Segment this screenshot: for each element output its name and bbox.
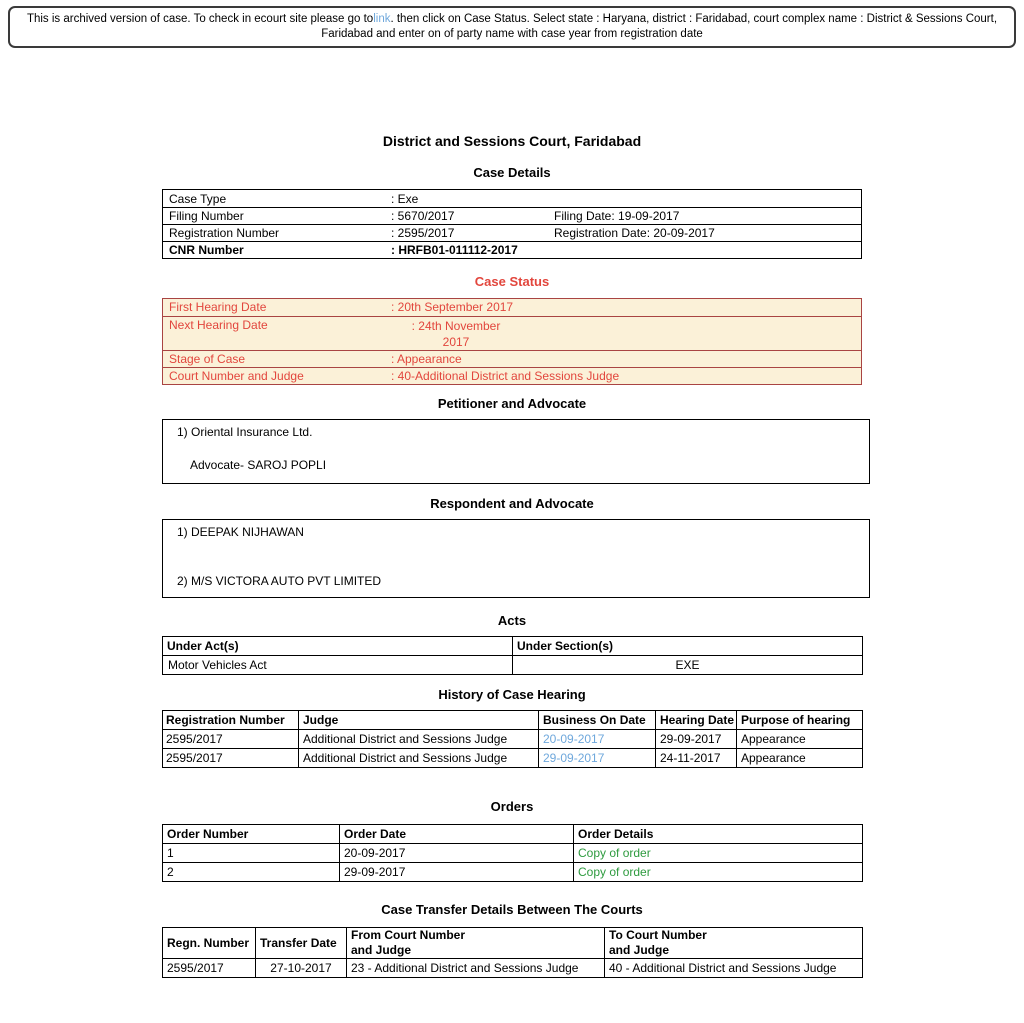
- acts-table: [162, 636, 863, 675]
- court-number-judge-label: Court Number and Judge: [169, 369, 304, 383]
- registration-number-row: [163, 224, 861, 241]
- first-hearing-date-value: : 20th September 2017: [391, 300, 514, 314]
- stage-of-case-label: Stage of Case: [169, 352, 246, 366]
- page-title: District and Sessions Court, Faridabad: [382, 133, 642, 149]
- under-acts-header: Under Act(s): [163, 637, 513, 656]
- history-row: [163, 749, 863, 768]
- first-hearing-date-row: [163, 299, 861, 316]
- case-type-label: Case Type: [169, 191, 227, 206]
- history-regn: 2595/2017: [163, 749, 299, 768]
- next-hearing-date-value: : 24th November 2017: [411, 319, 501, 349]
- petitioner-advocate: Advocate- SAROJ POPLI: [190, 458, 327, 472]
- transfer-date-header: Transfer Date: [256, 928, 347, 959]
- under-sections-header: Under Section(s): [513, 637, 863, 656]
- order-number: 2: [163, 863, 340, 882]
- registration-number-value: : 2595/2017: [391, 226, 455, 240]
- transfer-regn-header: Regn. Number: [163, 928, 256, 959]
- history-purpose: Appearance: [737, 730, 863, 749]
- acts-heading: Acts: [497, 613, 527, 628]
- transfer-from-header: From Court Number and Judge: [347, 928, 605, 959]
- case-status-heading: Case Status: [474, 274, 550, 289]
- transfer-date: 27-10-2017: [256, 959, 347, 978]
- history-regn-header: Registration Number: [163, 711, 299, 730]
- history-judge-header: Judge: [299, 711, 539, 730]
- history-hearing-date-header: Hearing Date: [656, 711, 737, 730]
- history-table: [162, 710, 863, 768]
- filing-number-value: : 5670/2017: [391, 209, 455, 223]
- section-name: EXE: [513, 656, 863, 675]
- banner-text-after: . then click on Case Status. Select state : Haryana, district : Faridabad, court complex name : District & Sessions Court, Faridabad and enter on of party name with case year from registration date: [321, 13, 998, 40]
- order-date-header: Order Date: [340, 825, 574, 844]
- copy-of-order-link[interactable]: Copy of order: [578, 865, 651, 879]
- cnr-number-value: : HRFB01-011112-2017: [391, 243, 518, 257]
- case-type-value: : Exe: [391, 191, 419, 206]
- order-date: 29-09-2017: [340, 863, 574, 882]
- stage-of-case-row: [163, 350, 861, 367]
- order-row: [163, 863, 863, 882]
- act-name: Motor Vehicles Act: [163, 656, 513, 675]
- ecourt-link[interactable]: link: [373, 13, 391, 25]
- acts-header-row: [163, 637, 863, 656]
- respondent-name-2: 2) M/S VICTORA AUTO PVT LIMITED: [177, 574, 382, 588]
- transfer-to-header: To Court Number and Judge: [605, 928, 863, 959]
- next-hearing-date-row: [163, 316, 861, 350]
- stage-of-case-value: : Appearance: [391, 352, 462, 366]
- history-hearing-date: 29-09-2017: [656, 730, 737, 749]
- case-details-heading: Case Details: [473, 165, 551, 180]
- business-on-date-link[interactable]: 20-09-2017: [543, 732, 605, 746]
- history-purpose: Appearance: [737, 749, 863, 768]
- cnr-number-label: CNR Number: [169, 243, 244, 257]
- banner-text-before: This is archived version of case. To check in ecourt site please go to: [26, 13, 374, 25]
- court-number-judge-row: [163, 367, 861, 384]
- transfer-table: [162, 927, 863, 978]
- order-details-header: Order Details: [574, 825, 863, 844]
- orders-header-row: [163, 825, 863, 844]
- cnr-number-row: [163, 241, 861, 258]
- orders-table: [162, 824, 863, 882]
- archived-notice-banner: [8, 6, 1016, 48]
- orders-heading: Orders: [490, 799, 534, 814]
- case-details-table: [162, 189, 862, 259]
- history-purpose-header: Purpose of hearing: [737, 711, 863, 730]
- petitioner-heading: Petitioner and Advocate: [437, 396, 587, 411]
- order-date: 20-09-2017: [340, 844, 574, 863]
- history-hearing-date: 24-11-2017: [656, 749, 737, 768]
- transfer-row: [163, 959, 863, 978]
- next-hearing-date-label: Next Hearing Date: [169, 318, 268, 332]
- respondent-heading: Respondent and Advocate: [430, 496, 594, 511]
- transfer-to-court: 40 - Additional District and Sessions Judge: [605, 959, 863, 978]
- history-header-row: [163, 711, 863, 730]
- copy-of-order-link[interactable]: Copy of order: [578, 846, 651, 860]
- transfer-regn: 2595/2017: [163, 959, 256, 978]
- history-row: [163, 730, 863, 749]
- filing-number-label: Filing Number: [169, 209, 244, 223]
- petitioner-name: 1) Oriental Insurance Ltd.: [177, 425, 313, 439]
- history-judge: Additional District and Sessions Judge: [299, 730, 539, 749]
- first-hearing-date-label: First Hearing Date: [169, 300, 267, 314]
- acts-row: [163, 656, 863, 675]
- respondent-name-1: 1) DEEPAK NIJHAWAN: [177, 525, 304, 539]
- transfer-heading: Case Transfer Details Between The Courts: [381, 902, 643, 917]
- order-row: [163, 844, 863, 863]
- order-number: 1: [163, 844, 340, 863]
- order-number-header: Order Number: [163, 825, 340, 844]
- registration-date-value: Registration Date: 20-09-2017: [554, 226, 715, 240]
- court-number-judge-value: : 40-Additional District and Sessions Judge: [391, 369, 620, 383]
- petitioner-box: [162, 419, 870, 484]
- case-type-row: [163, 190, 861, 207]
- respondent-box: [162, 519, 870, 598]
- case-status-table: [162, 298, 862, 385]
- filing-number-row: [163, 207, 861, 224]
- history-business-date-header: Business On Date: [539, 711, 656, 730]
- business-on-date-link[interactable]: 29-09-2017: [543, 751, 605, 765]
- registration-number-label: Registration Number: [169, 226, 280, 240]
- history-heading: History of Case Hearing: [438, 687, 586, 702]
- history-regn: 2595/2017: [163, 730, 299, 749]
- transfer-from-court: 23 - Additional District and Sessions Judge: [347, 959, 605, 978]
- history-judge: Additional District and Sessions Judge: [299, 749, 539, 768]
- filing-date-value: Filing Date: 19-09-2017: [554, 209, 680, 223]
- transfer-header-row: [163, 928, 863, 959]
